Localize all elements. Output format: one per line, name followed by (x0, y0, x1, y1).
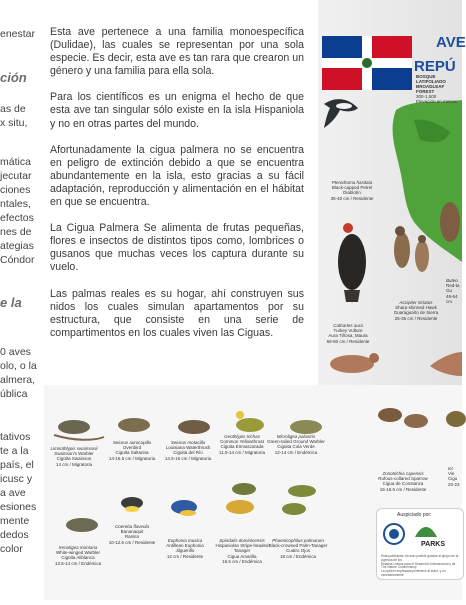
caption-line: Cigüita Swainson (56, 456, 92, 462)
caption-line: Vie (448, 471, 455, 477)
warbler-illustration (58, 420, 90, 434)
left-column-text-fragment: 0 aves (0, 346, 31, 358)
caption-line: Buteo (446, 278, 458, 283)
caption-line: Bananaquit (120, 529, 144, 535)
caption-line: Zonotrichia capensis (382, 471, 424, 476)
caption-vireo (448, 466, 462, 487)
waterthrush-illustration (178, 420, 210, 434)
caption-line: Cigua de Constanza (382, 481, 424, 487)
poster-subtitle (416, 74, 462, 104)
sponsor-note-line: La opinión expresada pertenece al autor, y no necesariamente (381, 569, 446, 577)
caption-line: 35-40 cm / Residente (330, 195, 374, 201)
caption-line: Diablotín (343, 190, 361, 196)
left-column-text-fragment: efectos (0, 212, 34, 224)
left-column-text-fragment: mente (0, 515, 30, 527)
caption-line: Ramito (124, 534, 140, 540)
subtitle-line: BROADLEAF FOREST (416, 84, 445, 94)
poster-title-line-1: AVE (436, 34, 466, 51)
left-column-text-fragment: esiones (0, 501, 37, 513)
caption-line: 12 cm / Residente (166, 553, 204, 559)
caption-line: 14-16.5 cm / Migratoria (108, 455, 156, 461)
usaid-seal-icon (383, 523, 405, 545)
caption-line: Ict (448, 466, 453, 471)
ovenbird-illustration (118, 418, 150, 432)
caption-line: 14 cm / Migratoria (55, 461, 92, 467)
caption-line: Louisiana Waterthrush (165, 445, 211, 451)
caption-line: Guaraguaíto de Sierra (393, 310, 439, 316)
caption-line: Accipiter striatus (399, 300, 433, 305)
caption-line: Geothlypis trichas (224, 434, 260, 439)
vireo-illustration (446, 411, 466, 427)
paragraph-2: Para los científicos es un enigma el hecho de que esta ave tan singular sólo existe en la isla Hispaniola y no en otras partes del mundo. (50, 91, 304, 130)
caption-ground-warbler (266, 434, 326, 455)
left-column-text-fragment: enestar (0, 28, 36, 40)
sponsor-note (381, 555, 461, 578)
left-column-text-fragment: dedos (0, 529, 29, 541)
hawk-illustration (394, 232, 410, 268)
caption-line: Spindalis dominicensis (219, 538, 265, 543)
caption-line: Xenoligea montana (58, 545, 98, 550)
caption-line: Limnothlypis swainsonii (50, 446, 98, 451)
left-column-text-fragment: ntales, (0, 198, 31, 210)
dominican-flag-icon (322, 36, 412, 90)
sparrow-illustration (378, 408, 402, 422)
left-column-text-fragment: icusc y (0, 473, 33, 485)
caption-line: Cuatro Ojos (285, 548, 310, 554)
sponsor-box (376, 508, 464, 580)
left-column-text-fragment: ategias (0, 240, 34, 252)
paragraph-1: Esta ave pertenece a una familia monoespecífica (Dulidae), las cuales se representan por una sola especie. Es decir, esta ave es tan rara que crearon un género y una familia para ella sola. (50, 26, 304, 78)
caption-line: Microligea palustris (276, 434, 316, 439)
tnc-logo-icon (413, 525, 439, 539)
caption-waterthrush (160, 440, 216, 461)
caption-line: Black-capped Petrel (331, 185, 373, 191)
caption-line: Sharp-shinned Hawk (395, 305, 437, 311)
caption-line: Black-crowned Palm-Tanager (268, 543, 328, 549)
caption-hawk (386, 300, 446, 321)
caption-bananaquit (106, 524, 158, 545)
left-column-text-fragment: color (0, 543, 23, 555)
caption-white-winged-warbler (50, 545, 106, 566)
sponsor-note-line: Estados Unidos para el Desarrollo Internacional y de The Nature Conservancy. (381, 561, 456, 570)
caption-line: 14.5-16 cm / Migratoria (164, 455, 212, 461)
stripe-headed-tanager-illustration (232, 483, 256, 495)
caption-line: 48-64 cm (446, 293, 458, 304)
caption-line: 10-12.5 cm / Residente (108, 539, 156, 545)
sponsor-label: Auspiciado por: (397, 512, 432, 518)
left-column-text-fragment: jecutar (0, 170, 32, 182)
left-column-text-fragment: Cóndor (0, 254, 35, 266)
white-winged-warbler-illustration (66, 518, 98, 532)
caption-line: Turkey Vulture (333, 328, 363, 334)
yellowthroat-illustration (236, 418, 264, 432)
caption-line: Swainson's Warbler (54, 451, 94, 457)
caption-line: Cigüita del Río (173, 450, 203, 456)
caption-swainsons-warbler (46, 446, 102, 467)
caption-line: 13.5-14 cm / Endémica (54, 560, 102, 566)
caption-line: Jilguerillo (175, 548, 195, 554)
left-column-text-fragment: ciones (0, 184, 31, 196)
caption-line: Gu (446, 288, 453, 294)
left-column-heading-fragment: ción (0, 70, 27, 85)
left-column-heading-fragment: e la (0, 295, 22, 310)
caption-palm-tanager (268, 538, 328, 559)
paragraph-3: Afortunadamente la cigua palmera no se encuentra en peligro de extinción debido a que se encuentra abundantemente en la isla, esto gracias a su fácil adaptación, reproducción y alimentación en el hábitat en que se encuentra. (50, 143, 304, 209)
caption-line: 12-14 cm / Endémica (274, 449, 318, 455)
caption-line: Antillean Euphonia (166, 543, 204, 549)
left-column-fragment (0, 0, 40, 600)
left-column-text-fragment: as de (0, 103, 26, 115)
left-column-text-fragment: tativos (0, 431, 31, 443)
caption-line: 15-16.5 cm / Residente (379, 486, 427, 492)
caption-petrel (322, 180, 382, 201)
caption-line: Cigüita Enmascarada (220, 444, 264, 450)
caption-line: Common Yellowthroat (220, 439, 264, 445)
parks-logo-text: PARKS (421, 541, 445, 548)
caption-line: 11.5-14 cm / Migratoria (219, 449, 265, 455)
dove-illustration (330, 355, 374, 373)
caption-line: Cigua Amarilla (227, 553, 257, 559)
caption-line: 18 cm / Endémica (279, 553, 316, 559)
left-column-text-fragment: ública (0, 388, 28, 400)
sponsor-note-line: Esta publicación ha sido posible gracias al apoyo de la Agencia de los (381, 554, 459, 562)
caption-line: Seiurus motacilla (170, 440, 206, 445)
left-column-text-fragment: nes de (0, 226, 32, 238)
caption-line: Cathartes aura (333, 323, 363, 328)
caption-line: 20-23 (448, 481, 460, 487)
caption-line: Red-ta (446, 283, 460, 289)
caption-line: Hispaniolan Stripe-headed Tanager (215, 543, 269, 554)
left-column-text-fragment: almera, (0, 374, 36, 386)
left-column-text-fragment: país, el (0, 459, 34, 471)
ground-warbler-illustration (290, 420, 322, 434)
caption-red-tailed-hawk (446, 278, 462, 304)
caption-line: 25-35 cm / Residente (394, 315, 438, 321)
left-column-text-fragment: a ave (0, 487, 26, 499)
vulture-illustration (338, 234, 366, 290)
caption-yellowthroat (214, 434, 270, 455)
caption-line: Aura Tiñosa, Maura (328, 333, 368, 339)
caption-line: Phaenicophilus palmarum (272, 538, 324, 543)
caption-line: Cigüita Saltarina (115, 450, 149, 456)
subtitle-line: 300-1,500 (416, 94, 437, 99)
caption-line: Cigüita Cola Verde (277, 444, 315, 450)
left-column-text-fragment: olo, o la (0, 360, 37, 372)
caption-line: 16.5 cm / Endémica (222, 558, 262, 564)
dove-illustration-2 (430, 352, 462, 376)
caption-stripe-headed-tanager (212, 538, 272, 564)
caption-vulture (322, 323, 374, 344)
caption-line: Cigüita Aliblanca (61, 555, 95, 561)
caption-euphonia (158, 538, 212, 559)
paragraph-5: Las palmas reales es su hogar, ahí construyen sus nidos los cuales simulan apartamentos por su estructura, que consiste en una serie de compartimentos en los cuales viven las Ciguas. (50, 287, 304, 339)
caption-line: Seiurus aurocapilla (112, 440, 152, 445)
caption-line: Rufous-collared Sparrow (378, 476, 428, 482)
caption-line: Ovenbird (122, 445, 142, 451)
red-tailed-hawk-illustration (440, 202, 460, 242)
subtitle-line: BOSQUE LATIFOLIADO (416, 74, 446, 84)
caption-line: Pterodroma hasitata (331, 180, 373, 185)
caption-line: Green-tailed Ground Warbler (267, 439, 325, 445)
poster-title-line-2: REPÚ (414, 58, 456, 75)
left-column-text-fragment: x situ, (0, 117, 28, 129)
caption-line: Coereba flaveola (114, 524, 150, 529)
caption-ovenbird (104, 440, 160, 461)
caption-line: Euphonia musica (167, 538, 203, 543)
caption-line: White-winged Warbler (55, 550, 101, 556)
left-column-text-fragment: te a la (0, 445, 29, 457)
caption-line: Cigu (448, 476, 458, 482)
caption-line: 68-80 cm / Residente (326, 338, 370, 344)
left-column-text-fragment: mática (0, 156, 31, 168)
main-text-column (50, 26, 304, 353)
caption-rufous-collared-sparrow (374, 471, 432, 492)
paragraph-4: La Cigua Palmera Se alimenta de frutas pequeñas, flores e insectos de distintos tipos como, lombrices o gusanos que muchas veces los captura durante su vuelo. (50, 222, 304, 274)
subtitle-line: Elevación en metros (416, 99, 457, 104)
palm-tanager-illustration (288, 485, 316, 497)
